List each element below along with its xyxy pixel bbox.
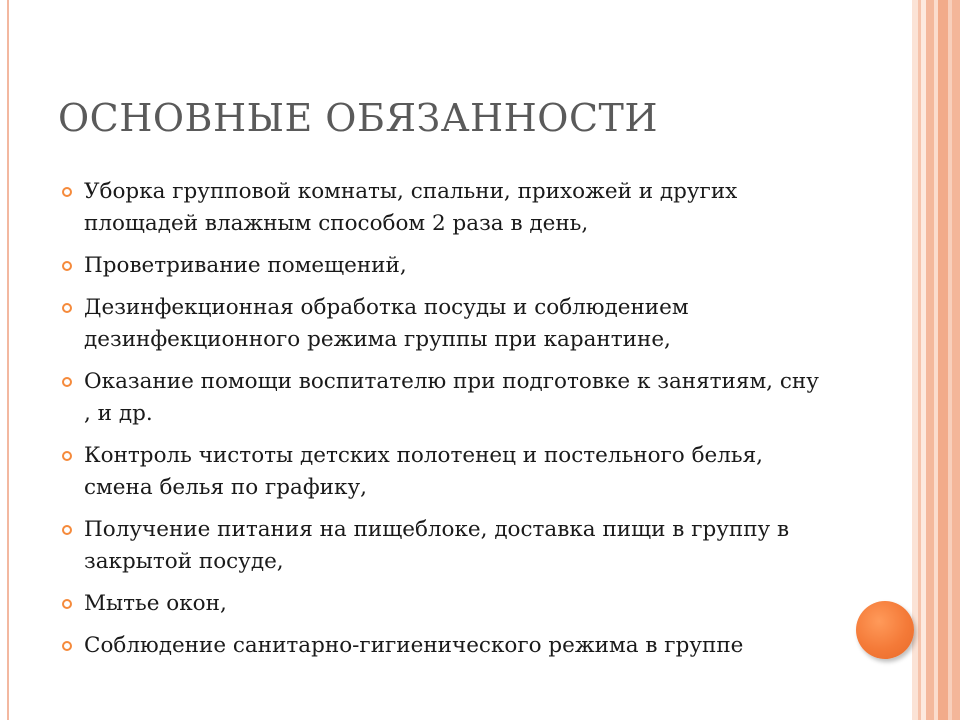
- list-item: [60, 440, 830, 504]
- ring-bullet-icon: [62, 451, 72, 461]
- list-item: [60, 588, 830, 620]
- list-item-text: Оказание помощи воспитателю при подготовке к занятиям, сну , и др.: [84, 369, 819, 426]
- list-item-text: Соблюдение санитарно-гигиенического режима в группе: [84, 633, 744, 658]
- ring-bullet-icon: [62, 261, 72, 271]
- stripe: [926, 0, 934, 720]
- duties-list: [60, 176, 830, 672]
- ring-bullet-icon: [62, 377, 72, 387]
- list-item: [60, 176, 830, 240]
- ring-bullet-icon: [62, 187, 72, 197]
- list-item-text: Контроль чистоты детских полотенец и постельного белья, смена белья по графику,: [84, 443, 764, 500]
- list-item: [60, 514, 830, 578]
- list-item: [60, 292, 830, 356]
- list-item: [60, 630, 830, 662]
- left-border-line: [7, 0, 9, 720]
- stripe: [938, 0, 948, 720]
- ring-bullet-icon: [62, 525, 72, 535]
- list-item-text: Дезинфекционная обработка посуды и соблюдением дезинфекционного режима группы при карантине,: [84, 295, 689, 352]
- stripe: [952, 0, 960, 720]
- right-decorative-stripes: [912, 0, 960, 720]
- slide-title: ОСНОВНЫЕ ОБЯЗАННОСТИ: [58, 96, 659, 140]
- list-item: [60, 366, 830, 430]
- list-item-text: Уборка групповой комнаты, спальни, прихожей и других площадей влажным способом 2 раза в день,: [84, 179, 738, 236]
- list-item-text: Проветривание помещений,: [84, 253, 407, 278]
- list-item-text: Мытье окон,: [84, 591, 227, 616]
- orange-circle-decoration: [856, 601, 914, 659]
- list-item-text: Получение питания на пищеблоке, доставка пищи в группу в закрытой посуде,: [84, 517, 790, 574]
- list-item: [60, 250, 830, 282]
- ring-bullet-icon: [62, 641, 72, 651]
- ring-bullet-icon: [62, 303, 72, 313]
- ring-bullet-icon: [62, 599, 72, 609]
